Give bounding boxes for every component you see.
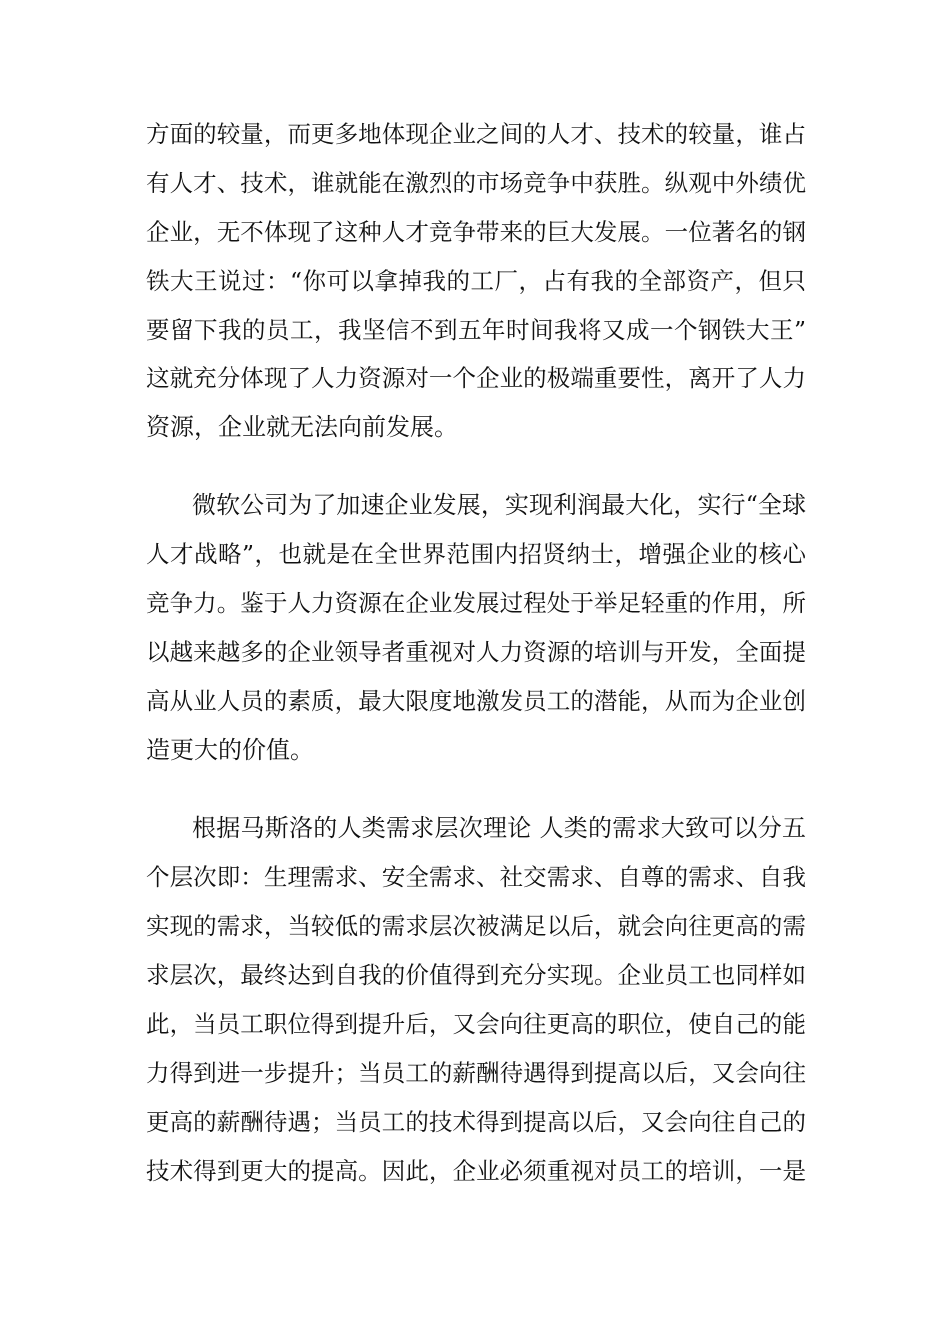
text-line: 以越来越多的企业领导者重视对人力资源的培训与开发，全面提 [146, 638, 806, 666]
text-line: 有人才、技术，谁就能在激烈的市场竞争中获胜。纵观中外绩优 [146, 169, 806, 197]
text-line: 更高的薪酬待遇；当员工的技术得到提高以后，又会向往自己的 [146, 1108, 806, 1136]
text-line: 此，当员工职位得到提升后，又会向往更高的职位，使自己的能 [146, 1010, 806, 1038]
text-line: 个层次即：生理需求、安全需求、社交需求、自尊的需求、自我 [146, 863, 806, 891]
text-line: 根据马斯洛的人类需求层次理论 人类的需求大致可以分五 [192, 814, 806, 842]
text-line: 求层次，最终达到自我的价值得到充分实现。企业员工也同样如 [146, 961, 806, 989]
text-line: 力得到进一步提升；当员工的薪酬待遇得到提高以后，又会向往 [146, 1059, 806, 1087]
text-line: 高从业人员的素质，最大限度地激发员工的潜能，从而为企业创 [146, 687, 806, 715]
text-line: 人才战略”，也就是在全世界范围内招贤纳士，增强企业的核心 [146, 540, 806, 568]
text-line: 竞争力。鉴于人力资源在企业发展过程处于举足轻重的作用，所 [146, 589, 806, 617]
text-line: 造更大的价值。 [146, 736, 314, 764]
text-line: 微软公司为了加速企业发展，实现利润最大化，实行“全球 [192, 491, 806, 519]
text-line: 要留下我的员工，我坚信不到五年时间我将又成一个钢铁大王” [146, 316, 806, 344]
text-line: 企业，无不体现了这种人才竞争带来的巨大发展。一位著名的钢 [146, 218, 806, 246]
text-line: 技术得到更大的提高。因此，企业必须重视对员工的培训，一是 [146, 1157, 806, 1185]
text-line: 铁大王说过：“你可以拿掉我的工厂，占有我的全部资产，但只 [146, 267, 806, 295]
text-line: 资源，企业就无法向前发展。 [146, 413, 458, 441]
text-line: 实现的需求，当较低的需求层次被满足以后，就会向往更高的需 [146, 912, 806, 940]
text-line: 方面的较量，而更多地体现企业之间的人才、技术的较量，谁占 [146, 120, 806, 148]
text-line: 这就充分体现了人力资源对一个企业的极端重要性，离开了人力 [146, 364, 806, 392]
